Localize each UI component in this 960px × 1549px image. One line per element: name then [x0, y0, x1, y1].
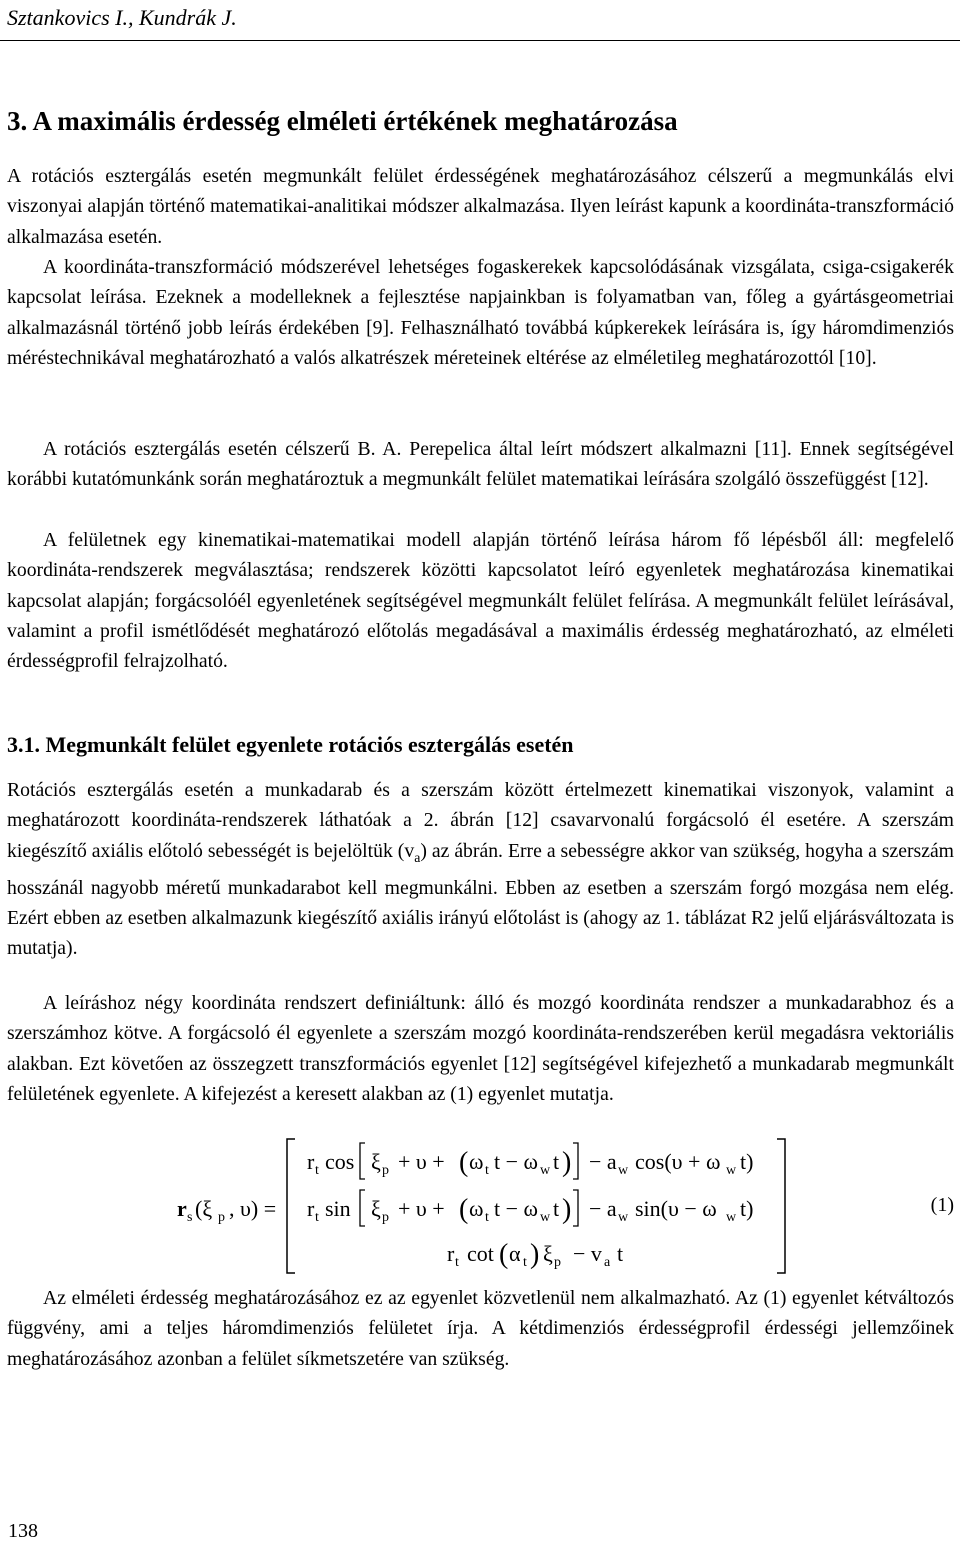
svg-text:t − ω: t − ω	[494, 1149, 538, 1174]
svg-text:a: a	[604, 1255, 611, 1270]
svg-text:t: t	[315, 1163, 319, 1178]
svg-text:α: α	[509, 1241, 521, 1266]
svg-text:t): t)	[740, 1149, 754, 1174]
svg-text:p: p	[554, 1255, 561, 1270]
svg-text:cos(υ + ω: cos(υ + ω	[635, 1149, 721, 1174]
svg-text:ω: ω	[469, 1149, 484, 1174]
svg-text:t: t	[485, 1210, 489, 1225]
svg-text:ξ: ξ	[371, 1149, 381, 1174]
equation	[7, 1135, 954, 1285]
svg-text:+ υ +: + υ +	[398, 1196, 445, 1221]
svg-text:): )	[562, 1194, 572, 1225]
svg-text:(: (	[499, 1239, 509, 1270]
paragraph: Az elméleti érdesség meghatározásához ez az egyenlet közvetlenül nem alkalmazható. Az (1) egyenlet kétváltozós függvény, ami a teljes háromdimenziós felületet írja. A kétdimenziós érdességprofil érdességi jellemzőinek meghatározásához azonban a felület síkmetszetére van szükség.	[7, 1287, 954, 1370]
svg-text:t: t	[553, 1196, 560, 1221]
svg-text:t: t	[315, 1210, 319, 1225]
svg-text:w: w	[726, 1210, 737, 1225]
svg-text:t): t)	[740, 1196, 754, 1221]
svg-text:r: r	[307, 1149, 315, 1174]
svg-text:r: r	[447, 1241, 455, 1266]
svg-text:cot: cot	[467, 1241, 494, 1266]
svg-text:− a: − a	[589, 1196, 617, 1221]
svg-text:r: r	[177, 1196, 187, 1221]
paragraph: A koordináta-transzformáció módszerével lehetséges fogaskerekek kapcsolódásának vizsgálata, csiga-csigakerék kapcsolat leírása. Ezeknek a modelleknek a fejlesztése napjainkban is folyamatban van, főleg a gyártásgeometriai alkalmazásnál történő jobb leírás érdekében [9]. Felhasználható továbbá kúpkerekek leírására is, így háromdimenziós méréstechnikával meghatározható a valós alkatrészek méreteinek eltérése az elméletileg meghatározottól [10].	[7, 256, 954, 369]
svg-text:+ υ +: + υ +	[398, 1149, 445, 1174]
svg-text:(: (	[459, 1147, 469, 1178]
svg-text:ξ: ξ	[543, 1241, 553, 1266]
paragraph: A rotációs esztergálás esetén megmunkált felület érdességének meghatározásához célszerű a megmunkálás elvi viszonyai alapján történő matematikai-analitikai módszer alkalmazása. Ilyen leírást kapunk a koordináta-transzformáció alkalmazása esetén.	[7, 165, 954, 248]
svg-text:p: p	[218, 1210, 225, 1225]
svg-text:− a: − a	[589, 1149, 617, 1174]
header-rule	[0, 40, 960, 41]
svg-text:(ξ: (ξ	[195, 1196, 213, 1221]
svg-text:w: w	[540, 1210, 551, 1225]
equation-formula	[7, 1135, 887, 1285]
svg-text:): )	[562, 1147, 572, 1178]
svg-text:w: w	[726, 1163, 737, 1178]
svg-text:− v: − v	[573, 1241, 602, 1266]
paragraph: A felületnek egy kinematikai-matematikai modell alapján történő leírása három fő lépésből áll: megfelelő koordináta-rendszerek megválasztása; rendszerek közötti kapcsolatot leíró egyenletek meghatározása kinematikai kapcsolat alapján; forgácsolóél egyenletének segítségével megmunkált felület felírása. A megmunkált felület leírásával, valamint a profil ismétlődését meghatározó előtolás megadásával a maximális érdesség meghatározható, az elméleti érdességprofil felrajzolható.	[7, 529, 954, 673]
svg-text:sin(υ − ω: sin(υ − ω	[635, 1196, 717, 1221]
svg-text:(: (	[459, 1194, 469, 1225]
svg-text:w: w	[540, 1163, 551, 1178]
svg-text:w: w	[618, 1163, 629, 1178]
svg-text:t: t	[553, 1149, 560, 1174]
paragraph-text: ) az ábrán. Erre a sebességre akkor van szükség, hogyha a szerszám hosszánál nagyobb méretű munkadarabot kell megmunkálni. Ebben az esetben a szerszám forgó mozgása nem elég. Ezért ebben az esetben alkalmazunk kiegészítő axiális irányú előtolást is (ahogy az 1. táblázat R2 jelű eljárásváltozata is mutatja).	[7, 839, 954, 960]
svg-text:p: p	[382, 1163, 389, 1178]
svg-text:cos: cos	[325, 1149, 355, 1174]
subscript: a	[414, 849, 421, 865]
svg-text:t: t	[455, 1255, 459, 1270]
svg-text:w: w	[618, 1210, 629, 1225]
svg-text:t − ω: t − ω	[494, 1196, 538, 1221]
svg-text:): )	[530, 1239, 540, 1270]
paragraph: A leíráshoz négy koordináta rendszert definiáltunk: álló és mozgó koordináta rendszer a munkadarabhoz és a szerszámhoz kötve. A forgácsoló él egyenlete a szerszám mozgó koordináta-rendszerében kerül megadásra vektoriális alakban. Ezt követően az összegzett transzformációs egyenlet [12] segítségével kifejezhető a munkadarab megmunkált felületének egyenlete. A kifejezést a keresett alakban az (1) egyenlet mutatja.	[7, 992, 954, 1105]
paragraph-text: Rotációs esztergálás esetén a munkadarab és a szerszám között értelmezett kinematikai viszonyok, valamint a meghatározott koordináta-rendszerek láthatóak a 2. ábrán [12] csavarvonalú forgácsoló él esetére. A szerszám kiegészítő axiális előtoló sebességét is bejelöltük (v	[7, 779, 954, 862]
equation-number: (1)	[930, 1194, 954, 1216]
svg-text:ω: ω	[469, 1196, 484, 1221]
svg-text:t: t	[617, 1241, 624, 1266]
running-header: Sztankovics I., Kundrák J.	[7, 5, 237, 30]
svg-text:p: p	[382, 1210, 389, 1225]
svg-text:, υ) =: , υ) =	[229, 1196, 277, 1221]
paragraph: A rotációs esztergálás esetén célszerű B. A. Perepelica által leírt módszert alkalmazni [11]. Ennek segítségével korábbi kutatómunkánk során meghatároztuk a megmunkált felület matematikai leírására szolgáló összefüggést [12].	[7, 438, 954, 491]
svg-text:s: s	[187, 1210, 193, 1225]
page-number: 138	[8, 1520, 38, 1542]
svg-text:t: t	[523, 1255, 527, 1270]
subsection-heading: 3.1. Megmunkált felület egyenlete rotációs esztergálás esetén	[7, 732, 574, 757]
svg-text:ξ: ξ	[371, 1196, 381, 1221]
paragraph	[7, 775, 954, 964]
svg-text:sin: sin	[325, 1196, 351, 1221]
svg-text:t: t	[485, 1163, 489, 1178]
svg-text:r: r	[307, 1196, 315, 1221]
section-heading: 3. A maximális érdesség elméleti értékének meghatározása	[7, 106, 678, 136]
